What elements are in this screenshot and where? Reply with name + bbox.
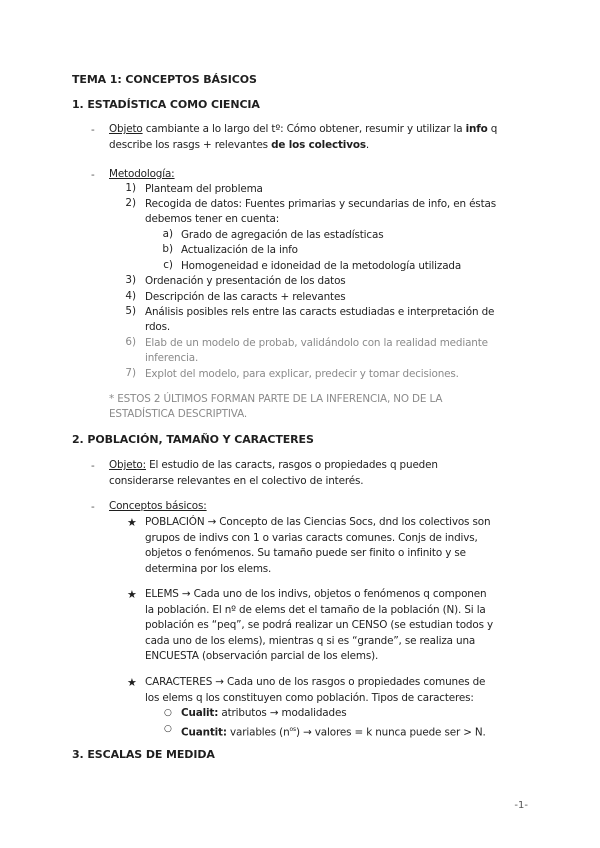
section-2-heading: 2. POBLACIÓN, TAMAÑO Y CARACTERES <box>72 433 314 446</box>
bullet-dash: - <box>91 124 95 136</box>
circle-bullet-icon: ○ <box>164 708 172 718</box>
section-1-heading: 1. ESTADÍSTICA COMO CIENCIA <box>72 98 260 111</box>
text-line: grupos de indivs con 1 o varias caracts comunes. Conjs de indivs, <box>145 531 478 544</box>
text-line: la población. El nº de elems det el tamaño de la población (N). Si la <box>145 603 486 616</box>
objeto-period: . <box>365 138 370 151</box>
sublist-item: Actualización de la info <box>181 244 298 256</box>
cualit-text: atributos → modalidades <box>218 707 347 719</box>
objeto-text-end: q <box>487 123 498 135</box>
text-line: CARACTERES → Cada uno de los rasgos o propiedades comunes de <box>145 676 486 688</box>
list-number: 1) <box>125 182 136 194</box>
section-3-heading: 3. ESCALAS DE MEDIDA <box>72 748 215 761</box>
list-item: Ordenación y presentación de los datos <box>145 275 346 287</box>
cualit-label: Cualit: <box>181 707 219 719</box>
list-item-cont: inferencia. <box>145 352 199 364</box>
text-line: los elems q los constituyen como población. Tipos de caracteres: <box>145 691 474 704</box>
list-number: 7) <box>125 367 136 379</box>
list-item: Descripción de las caracts + relevantes <box>145 291 346 303</box>
page-number: -1- <box>514 800 528 811</box>
elems-definition <box>145 587 493 665</box>
circle-bullet-icon: ○ <box>164 724 172 734</box>
star-bullet-icon: ★ <box>127 516 137 529</box>
objeto-line2: describe los rasgs + relevantes <box>109 138 272 151</box>
text-line: objetos o fenómenos. Su tamaño puede ser finito o infinito y se <box>145 547 466 559</box>
cuantit-item <box>181 722 486 741</box>
inference-note: * ESTOS 2 ÚLTIMOS FORMAN PARTE DE LA INFERENCIA, NO DE LA <box>109 393 443 405</box>
poblacion-objeto-paragraph <box>109 458 438 489</box>
text-line: población es “peq”, se podrá realizar un CENSO (se estudian todos y <box>145 619 493 631</box>
conceptos-label: Conceptos básicos: <box>109 500 207 512</box>
bullet-dash: - <box>91 169 95 181</box>
text-line: ENCUESTA (observación parcial de los elems). <box>145 650 379 662</box>
text-line: POBLACIÓN → Concepto de las Ciencias Socs, dnd los colectivos son <box>145 516 491 528</box>
sublist-letter: c) <box>163 259 173 271</box>
objeto-text: cambiante a lo largo del tº: Cómo obtener, resumir y utilizar la <box>142 123 466 135</box>
list-number: 6) <box>125 336 136 348</box>
objeto-label: Objeto <box>109 123 143 135</box>
bullet-dash: - <box>91 501 95 513</box>
sublist-item: Homogeneidad e idoneidad de la metodología utilizada <box>181 260 462 272</box>
poblacion-objeto-line2: considerarse relevantes en el colectivo de interés. <box>109 474 364 487</box>
poblacion-objeto-text: El estudio de las caracts, rasgos o propiedades q pueden <box>145 459 438 471</box>
star-bullet-icon: ★ <box>127 588 137 601</box>
list-number: 3) <box>125 274 136 286</box>
document-title: TEMA 1: CONCEPTOS BÁSICOS <box>72 73 257 86</box>
text-line: determina por los elems. <box>145 562 272 575</box>
sublist-item: Grado de agregación de las estadísticas <box>181 229 384 241</box>
cuantit-superscript: os <box>289 726 297 733</box>
list-item: Análisis posibles rels entre las caracts estudiadas e interpretación de <box>145 306 495 318</box>
cuantit-label: Cuantit: <box>181 726 227 739</box>
bullet-dash: - <box>91 460 95 472</box>
metodologia-label: Metodología: <box>109 168 175 180</box>
sublist-letter: a) <box>162 228 173 240</box>
objeto-bold-colectivos: de los colectivos <box>271 138 366 151</box>
objeto-paragraph <box>109 122 549 153</box>
list-item-cont: rdos. <box>145 321 171 333</box>
list-item: Elab de un modelo de probab, validándolo con la realidad mediante <box>145 337 488 349</box>
list-number: 4) <box>125 290 136 302</box>
text-line: cada uno de los elems), mientras q si es “grande”, se realiza una <box>145 634 476 647</box>
cuantit-text: variables (n <box>226 726 290 739</box>
list-item: Planteam del problema <box>145 183 263 195</box>
text-line: ELEMS → Cada uno de los indivs, objetos o fenómenos q componen <box>145 588 487 600</box>
poblacion-objeto-label: Objeto: <box>109 459 146 471</box>
poblacion-definition <box>145 515 490 577</box>
inference-note-cont: ESTADÍSTICA DESCRIPTIVA. <box>109 408 247 420</box>
caracteres-definition <box>145 675 485 706</box>
cuantit-text-end: ) → valores = k nunca puede ser > N. <box>296 726 486 739</box>
sublist-letter: b) <box>162 243 173 255</box>
star-bullet-icon: ★ <box>127 676 137 689</box>
objeto-bold-info: info <box>465 123 488 135</box>
list-item-cont: debemos tener en cuenta: <box>145 213 280 225</box>
list-number: 2) <box>125 197 136 209</box>
cualit-item <box>181 706 346 722</box>
list-item: Explot del modelo, para explicar, predecir y tomar decisiones. <box>145 368 459 380</box>
list-item: Recogida de datos: Fuentes primarias y secundarias de info, en éstas <box>145 198 496 210</box>
list-number: 5) <box>125 305 136 317</box>
